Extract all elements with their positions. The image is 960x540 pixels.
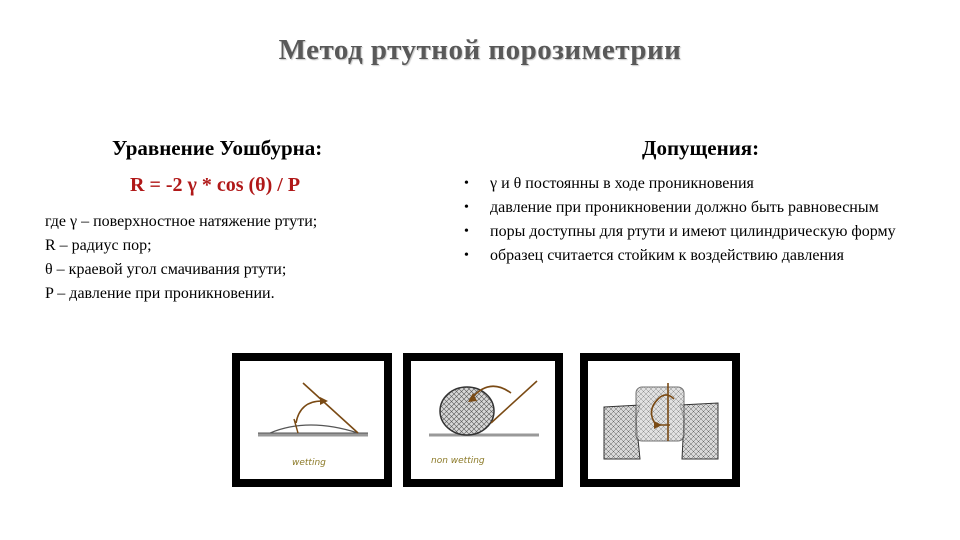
- pore-diagram: [596, 369, 724, 471]
- non-wetting-diagram: [419, 369, 547, 471]
- definition-gamma: где γ – поверхностное натяжение ртути;: [45, 213, 318, 230]
- list-item: [464, 172, 944, 196]
- list-item: [464, 244, 944, 268]
- definition-p: P – давление при проникновении.: [45, 285, 275, 302]
- assumption-text: γ и θ постоянны в ходе проникновения: [490, 175, 754, 192]
- assumptions-heading: Допущения:: [642, 136, 760, 160]
- washburn-equation: R = -2 γ * cos (θ) / P: [130, 174, 301, 196]
- definition-theta: θ – краевой угол смачивания ртути;: [45, 261, 287, 278]
- non-wetting-figure: [403, 353, 563, 487]
- solid-left: [604, 405, 640, 459]
- assumptions-list: [464, 172, 944, 268]
- solid-right: [680, 403, 718, 459]
- mercury-in-pore: [636, 387, 684, 441]
- assumption-text: образец считается стойким к воздействию давления: [490, 247, 844, 264]
- variable-definitions: [45, 210, 317, 306]
- assumption-text: давление при проникновении должно быть равновесным: [490, 199, 879, 216]
- washburn-heading: Уравнение Уошбурна:: [112, 136, 323, 160]
- list-item: [464, 220, 944, 244]
- bullet-icon: •: [464, 224, 469, 239]
- definition-r: R – радиус пор;: [45, 237, 152, 254]
- bullet-icon: •: [464, 176, 469, 191]
- assumption-text: поры доступны для ртути и имеют цилиндрическую форму: [490, 223, 896, 240]
- angle-arc: [296, 401, 322, 423]
- wetting-diagram: [248, 369, 376, 471]
- wetting-droplet-outline: [270, 425, 358, 433]
- wetting-caption: wetting: [292, 458, 326, 468]
- bullet-icon: •: [464, 200, 469, 215]
- non-wetting-caption: non wetting: [431, 456, 485, 466]
- pore-figure: [580, 353, 740, 487]
- wetting-figure: [232, 353, 392, 487]
- list-item: [464, 196, 944, 220]
- bullet-icon: •: [464, 248, 469, 263]
- mercury-droplet: [440, 387, 494, 435]
- slide-title: Метод ртутной порозиметрии: [278, 34, 682, 66]
